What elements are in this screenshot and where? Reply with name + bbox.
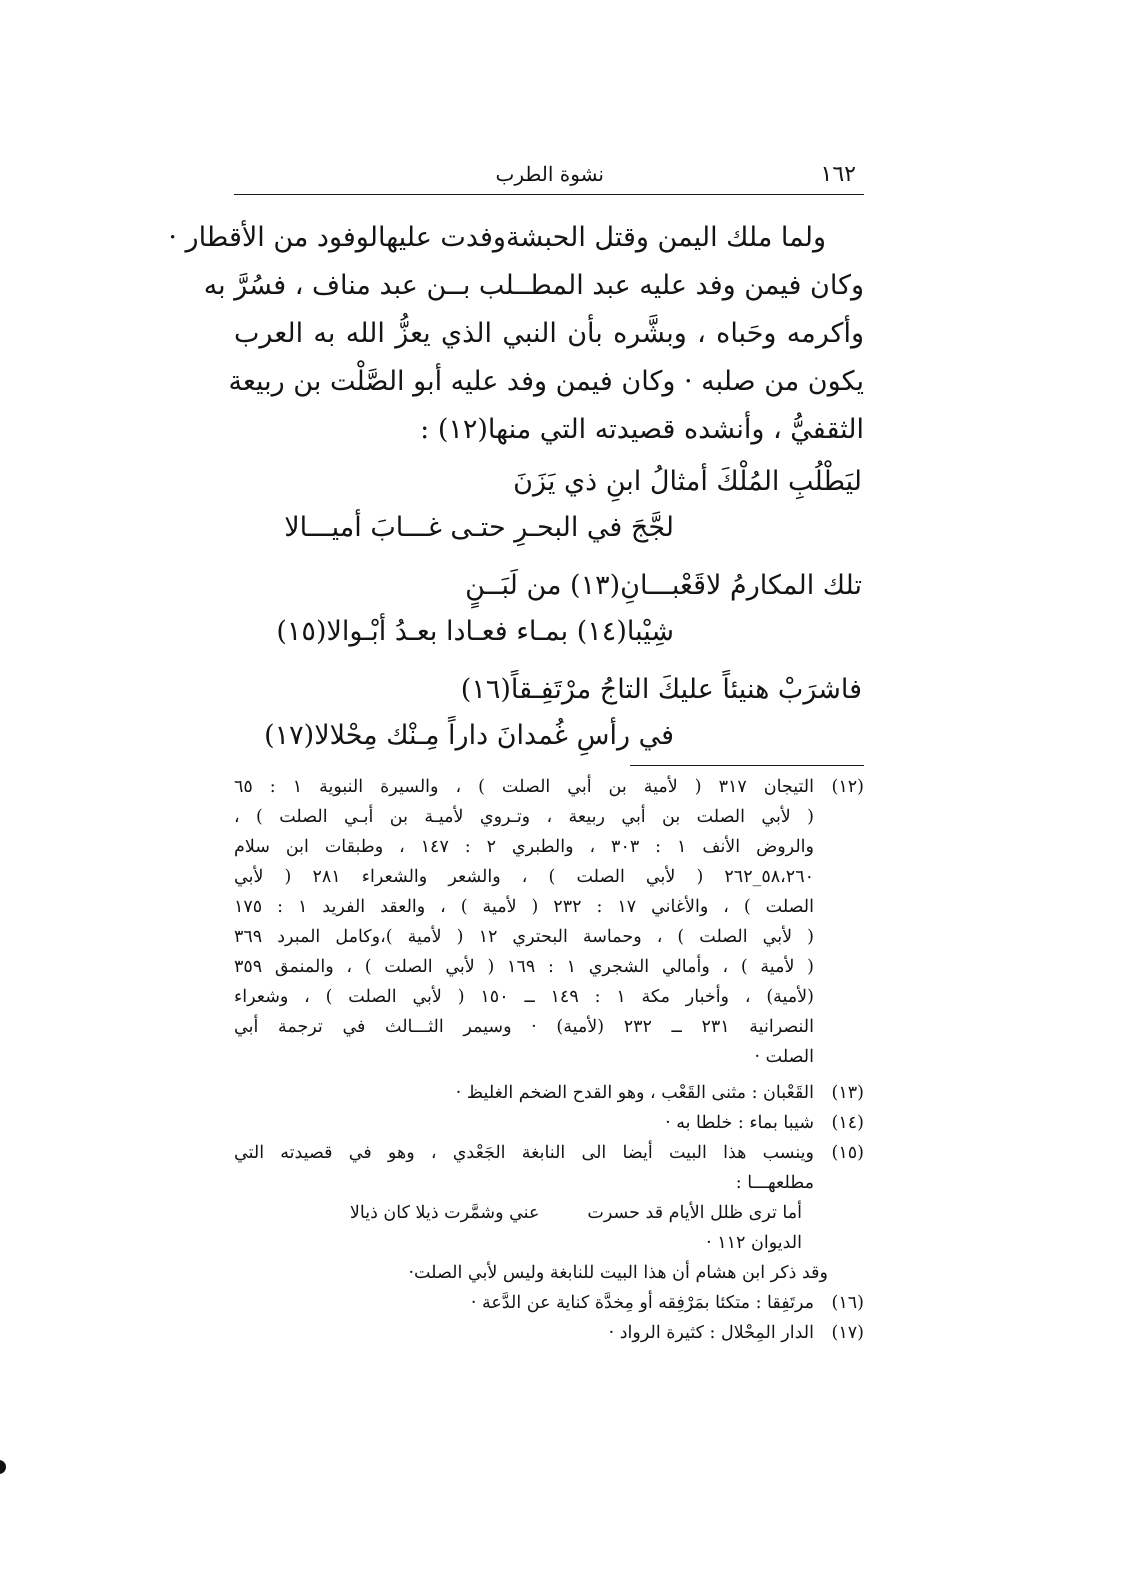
- footnote-line: الصلت ) ، والأغاني ١٧ : ٢٣٢ ( لأمية ) ، والعقد الفريد ١ : ١٧٥: [234, 897, 814, 917]
- poem-verse: [234, 670, 864, 774]
- footnote-line: ( لأبي الصلت بن أبي ربيعة ، وتـروي لأميـة بن أبـي الصلت ) ،: [234, 807, 814, 827]
- footnote-number: (١٧): [831, 1323, 864, 1343]
- main-paragraph: [168, 214, 864, 454]
- footnote-line: مرتَفِقا : متكئا بمَرْفِقه أو مِخدَّة كناية عن الدَّعة ·: [470, 1293, 814, 1313]
- footnote-line: القَعْبان : مثنى القَعْب ، وهو القدح الضخم الغليظ ·: [455, 1083, 814, 1103]
- poem-verse: [234, 566, 864, 670]
- running-title: نشوة الطرب: [495, 162, 604, 186]
- footnote-line: وينسب هذا البيت أيضا الى النابغة الجَعْدي ، وهو في قصيدته التي: [234, 1143, 814, 1163]
- footnote-line: النصرانية ٢٣١ ــ ٢٣٢ (لأمية) · وسيمر الثـــالث في ترجمة أبي: [234, 1017, 814, 1037]
- paragraph-line: الثقفيُّ ، وأنشده قصيدته التي منها(١٢) :: [420, 414, 864, 445]
- footnote-line: التيجان ٣١٧ ( لأمية بن أبي الصلت ) ، والسيرة النبوية ١ : ٦٥: [234, 777, 814, 797]
- footnote-line: وقد ذكر ابن هشام أن هذا البيت للنابغة وليس لأبي الصلت·: [408, 1263, 828, 1283]
- footnote-line: الصلت ·: [754, 1047, 814, 1067]
- verse-first-hemistich: فاشرَبْ هنيئاً عليكَ التاجُ مرْتَفِـقاً(١٦): [460, 674, 862, 705]
- footnote-16: [234, 1288, 864, 1318]
- verse-second-hemistich: لجَّجَ في البحـرِ حتـى غـــابَ أميـــالا: [284, 512, 674, 543]
- paragraph-line: يكون من صلبه · وكان فيمن وفد عليه أبو الصَّلْت بن ربيعة: [228, 366, 864, 397]
- page-header: [234, 162, 864, 195]
- footnote-17: [234, 1318, 864, 1348]
- footnote-line: (لأمية) ، وأخبار مكة ١ : ١٤٩ ــ ١٥٠ ( لأبي الصلت ) ، وشعراء: [234, 987, 814, 1007]
- page-number: ١٦٢: [820, 162, 856, 187]
- footnote-line: الديوان ١١٢ ·: [706, 1233, 802, 1253]
- footnote-number: (١٤): [831, 1113, 864, 1133]
- poem: [234, 462, 864, 774]
- paragraph-line: وأكرمه وحَباه ، وبشَّره بأن النبي الذي يعزُّ الله به العرب: [234, 318, 864, 349]
- footnote-line: الدار المِحْلال : كثيرة الرواد ·: [608, 1323, 814, 1343]
- footnote-line: مطلعهـــا :: [735, 1173, 814, 1193]
- footnote-number: (١٣): [831, 1083, 864, 1103]
- footnote-13: [234, 1078, 864, 1108]
- footnote-verse-second: عني وشمَّرت ذيلا كان ذيالا: [349, 1203, 540, 1223]
- footnote-number: (١٢): [831, 777, 864, 797]
- footnote-number: (١٦): [831, 1293, 864, 1313]
- footnote-number: (١٥): [831, 1143, 864, 1163]
- footnote-line: ( لأمية ) ، وأمالي الشجري ١ : ١٦٩ ( لأبي الصلت ) ، والمنمق ٣٥٩: [234, 957, 814, 977]
- verse-second-hemistich: شِيْبا(١٤) بمـاء فعـادا بعـدُ أبْـوالا(١٥): [276, 616, 674, 647]
- footnote-15: [234, 1138, 864, 1288]
- footnotes: [234, 772, 864, 1348]
- footnote-line: ( لأبي الصلت ) ، وحماسة البحتري ١٢ ( لأمية )،وكامل المبرد ٣٦٩: [234, 927, 814, 947]
- footnote-14: [234, 1108, 864, 1138]
- paragraph-line: وكان فيمن وفد عليه عبد المطــلب بــن عبد مناف ، فسُرَّ به: [203, 270, 864, 301]
- footnote-line: شيبا بماء : خلطا به ·: [665, 1113, 814, 1133]
- paragraph-line: ولما ملك اليمن وقتل الحبشةوفدت عليهالوفود من الأقطار ·: [168, 222, 826, 253]
- footnote-verse: [234, 1198, 802, 1228]
- poem-verse: [234, 462, 864, 566]
- scan-edge-mark: [0, 1460, 6, 1474]
- footnote-line: والروض الأنف ١ : ٣٠٣ ، والطبري ٢ : ١٤٧ ، وطبقات ابن سلام: [234, 837, 814, 857]
- footnote-verse-first: أما ترى ظلل الأيام قد حسرت: [587, 1203, 802, 1223]
- footnote-12: [234, 772, 864, 1072]
- footnote-line: ٥٨،٢٦٠_٢٦٢ ( لأبي الصلت ) ، والشعر والشعراء ٢٨١ ( لأبي: [234, 867, 815, 887]
- footnote-divider: [630, 765, 864, 766]
- verse-second-hemistich: في رأسِ غُمدانَ داراً مِـنْك مِحْلالا(١٧): [264, 720, 674, 751]
- verse-first-hemistich: تلك المكارمُ لاقَعْبـــانِ(١٣) من لَبَــنٍ: [465, 570, 862, 601]
- verse-first-hemistich: ليَطْلُبِ المُلْكَ أمثالُ ابنِ ذي يَزَنَ: [513, 466, 862, 497]
